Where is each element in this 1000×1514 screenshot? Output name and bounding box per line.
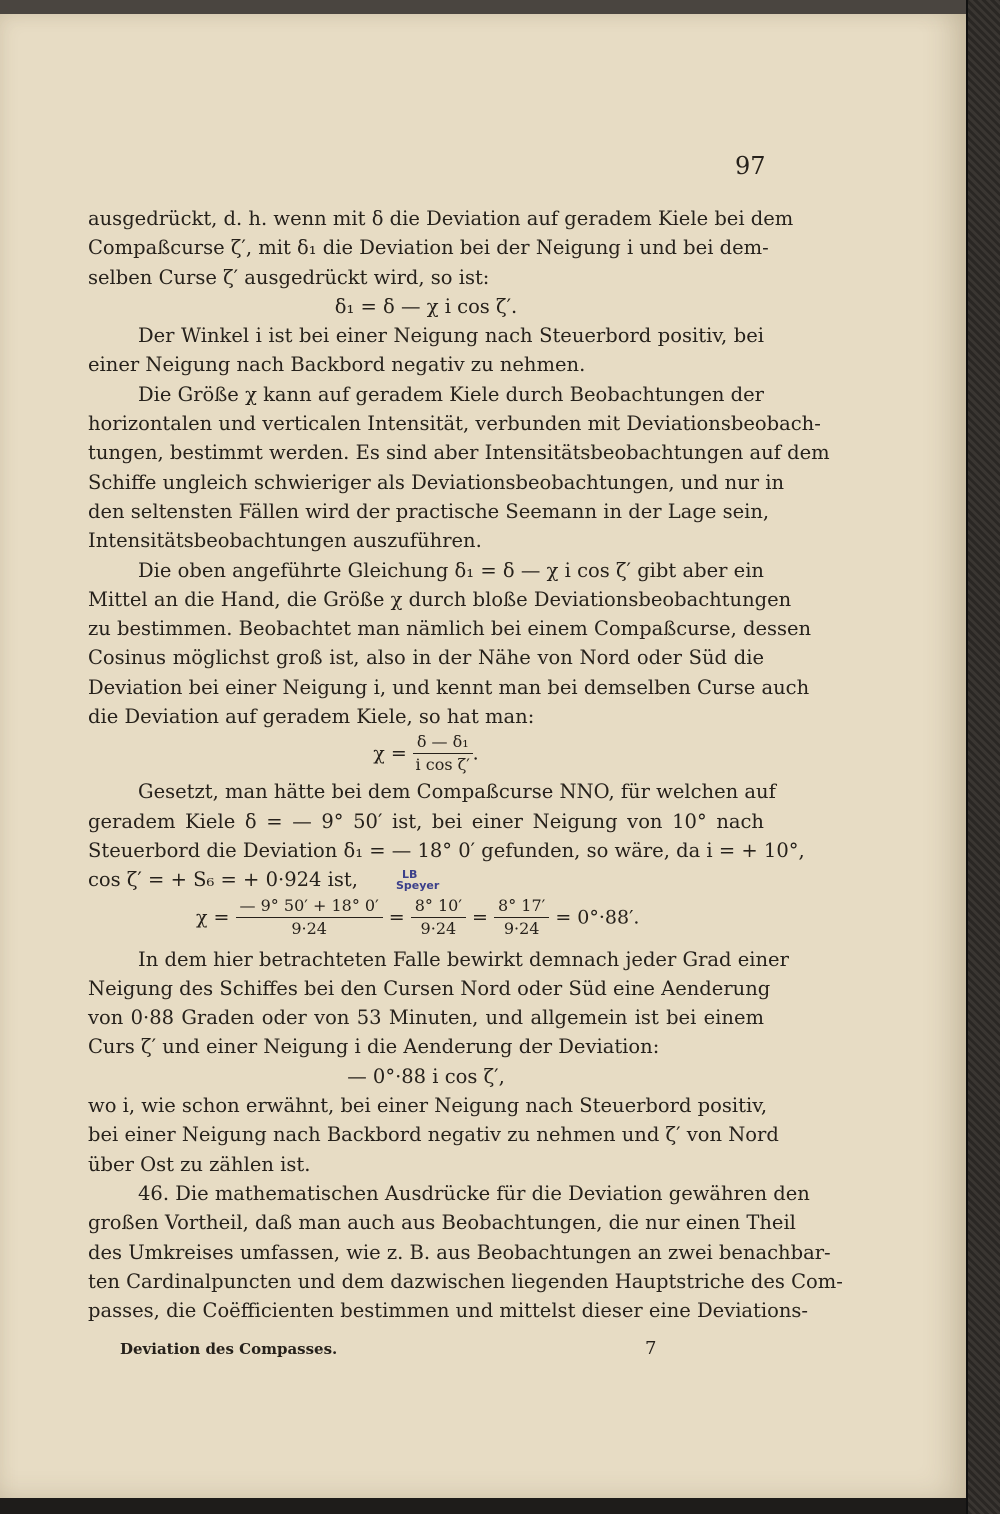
library-stamp: [396, 869, 439, 891]
fraction: [494, 895, 549, 940]
book-binding: [966, 0, 1000, 1514]
equation-lhs: χ =: [373, 742, 407, 765]
text-line: über Ost zu zählen ist.: [88, 1152, 311, 1176]
text-line: passes, die Coëfficienten bestimmen und mittelst dieser eine Deviations-: [88, 1299, 809, 1323]
text-line: tungen, bestimmt werden. Es sind aber Intensitätsbeobachtungen auf dem: [88, 441, 830, 465]
fraction-numerator: — 9° 50′ + 18° 0′: [236, 895, 383, 918]
text-line: von 0·88 Graden oder von 53 Minuten, und allgemein ist bei einem: [88, 1006, 764, 1030]
text-line: Der Winkel i ist bei einer Neigung nach Steuerbord positiv, bei: [138, 324, 764, 348]
fraction: [236, 895, 383, 940]
fraction-denominator: 9·24: [503, 918, 540, 938]
equation-lhs: χ =: [196, 906, 230, 929]
equals-sign: =: [388, 906, 405, 929]
signature-mark: 7: [645, 1338, 657, 1359]
page-number: 97: [735, 152, 766, 180]
equation-chi: [88, 731, 764, 777]
running-footer: Deviation des Compasses.: [120, 1340, 338, 1358]
text-line: Die Größe χ kann auf geradem Kiele durch Beobachtungen der: [138, 382, 764, 406]
text-line: selben Curse ζ′ ausgedrückt wird, so ist:: [88, 265, 490, 289]
text-line: den seltensten Fällen wird der practische Seemann in der Lage sein,: [88, 499, 770, 523]
text-line: ausgedrückt, d. h. wenn mit δ die Deviation auf geradem Kiele bei dem: [88, 207, 794, 230]
text-line: Cosinus möglichst groß ist, also in der Nähe von Nord oder Süd die: [88, 646, 764, 670]
text-line: ten Cardinalpuncten und dem dazwischen liegenden Hauptstriche des Com-: [88, 1269, 843, 1293]
text-line: Neigung des Schiffes bei den Cursen Nord oder Süd eine Aenderung: [88, 976, 771, 1000]
equation-result: = 0°·88′.: [555, 906, 640, 929]
stamp-line: Speyer: [396, 878, 440, 892]
text-line: Deviation bei einer Neigung i, und kennt man bei demselben Curse auch: [88, 675, 810, 699]
text-line: Steuerbord die Deviation δ₁ = — 18° 0′ gefunden, so wäre, da i = + 10°,: [88, 838, 805, 862]
text-line: zu bestimmen. Beobachtet man nämlich bei einem Compaßcurse, dessen: [88, 617, 812, 641]
fraction-denominator: 9·24: [291, 918, 327, 938]
fraction-denominator: i cos ζ′: [415, 755, 470, 775]
text-line: horizontalen und verticalen Intensität, verbunden mit Deviationsbeobach-: [88, 412, 821, 436]
text-line: großen Vortheil, daß man auch aus Beobachtungen, die nur einen Theil: [88, 1211, 796, 1235]
page-body: [88, 204, 843, 1325]
text-line: In dem hier betrachteten Falle bewirkt demnach jeder Grad einer: [138, 947, 789, 971]
page-top-edge: [0, 0, 966, 14]
text-line: die Deviation auf geradem Kiele, so hat man:: [88, 705, 535, 729]
text-line: Mittel an die Hand, die Größe χ durch bloße Deviationsbeobachtungen: [88, 587, 792, 611]
fraction: [411, 895, 466, 940]
fraction-denominator: 9·24: [420, 918, 457, 938]
text-line: Compaßcurse ζ′, mit δ₁ die Deviation bei der Neigung i und bei dem-: [88, 236, 769, 260]
text-line: cos ζ′ = + S₆ = + 0·924 ist,: [88, 868, 358, 892]
text-line: einer Neigung nach Backbord negativ zu nehmen.: [88, 353, 586, 377]
text-line: des Umkreises umfassen, wie z. B. aus Beobachtungen an zwei benachbar-: [88, 1240, 831, 1264]
text-line: Intensitätsbeobachtungen auszuführen.: [88, 529, 482, 553]
text-line: Curs ζ′ und einer Neigung i die Aenderung der Deviation:: [88, 1035, 660, 1059]
fraction: [413, 731, 473, 776]
text-line: Die oben angeführte Gleichung δ₁ = δ — χ i cos ζ′ gibt aber ein: [138, 558, 764, 582]
text-line: 46. Die mathematischen Ausdrücke für die Deviation gewähren den: [138, 1181, 810, 1205]
text-line: wo i, wie schon erwähnt, bei einer Neigung nach Steuerbord positiv,: [88, 1094, 768, 1118]
equation-delta1: δ₁ = δ — χ i cos ζ′.: [334, 294, 518, 318]
fraction-numerator: δ — δ₁: [413, 731, 473, 754]
text-line: Gesetzt, man hätte bei dem Compaßcurse NNO, für welchen auf: [138, 780, 776, 804]
fraction-numerator: 8° 10′: [411, 895, 466, 918]
equals-sign: =: [472, 906, 488, 929]
text-line: Schiffe ungleich schwieriger als Deviationsbeobachtungen, und nur in: [88, 470, 785, 494]
fraction-numerator: 8° 17′: [494, 895, 549, 918]
text-line: geradem Kiele δ = — 9° 50′ ist, bei einer Neigung von 10° nach: [88, 809, 764, 833]
equation-deviation-change: — 0°·88 i cos ζ′,: [347, 1064, 505, 1088]
text-line: bei einer Neigung nach Backbord negativ zu nehmen und ζ′ von Nord: [88, 1123, 779, 1147]
equation-tail: .: [472, 742, 479, 765]
stamp-line: LB: [402, 867, 418, 881]
